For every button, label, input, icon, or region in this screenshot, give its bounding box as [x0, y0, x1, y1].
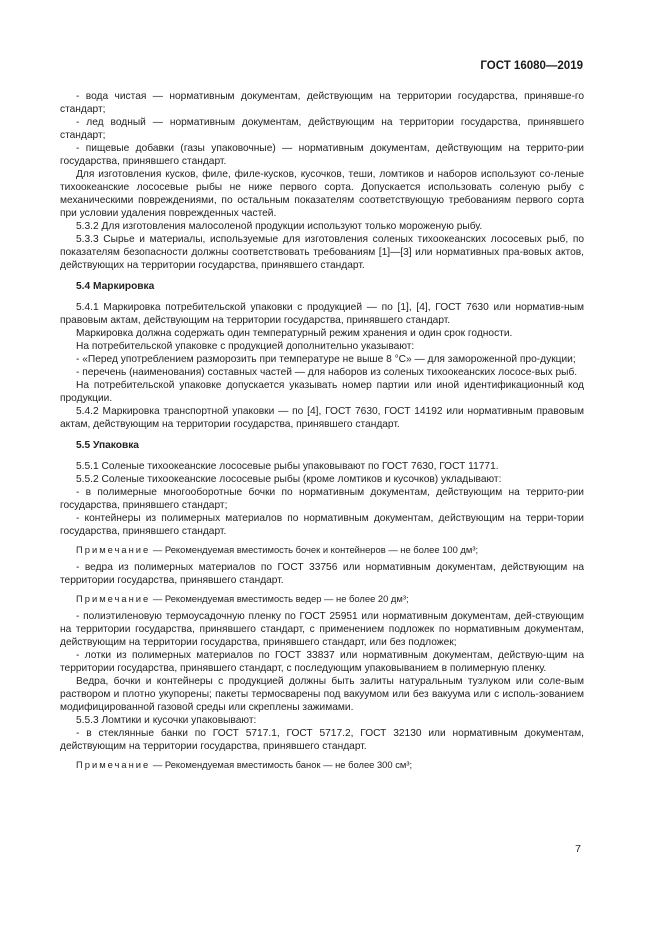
paragraph: На потребительской упаковке с продукцией дополнительно указывают:	[76, 341, 415, 352]
list-item: - полиэтиленовую термоусадочную пленку по ГОСТ 25951 или нормативным документам, дей-ствующим на территории государства, принявшего стандарт, с применением подложек по нормативным документам, действующим на территории государства, принявшего стандарт, или без подложек;	[60, 611, 584, 648]
list-item: - пищевые добавки (газы упаковочные) — нормативным документам, действующим на террито-рии государства, принявшего стандарт.	[60, 143, 584, 167]
paragraph: Маркировка должна содержать один температурный режим хранения и один срок годности.	[76, 328, 513, 339]
note-text: — Рекомендуемая вместимость бочек и контейнеров — не более 100 дм³;	[150, 544, 479, 555]
list-item: - контейнеры из полимерных материалов по нормативным документам, действующим на терри-тории государства, принявшего стандарт.	[60, 513, 584, 537]
paragraph: На потребительской упаковке допускается указывать номер партии или иной идентификационный код продукции.	[60, 380, 584, 404]
paragraph: 5.4.2 Маркировка транспортной упаковки — по [4], ГОСТ 7630, ГОСТ 14192 или нормативным правовым актам, действующим на территории государства, принявшего стандарт.	[60, 406, 584, 430]
paragraph: 5.3.2 Для изготовления малосоленой продукции используют только мороженую рыбу.	[76, 221, 483, 232]
list-item: - в стеклянные банки по ГОСТ 5717.1, ГОСТ 5717.2, ГОСТ 32130 или нормативным документам, действующим на территории государства, принявшего стандарт.	[60, 728, 584, 752]
paragraph: 5.5.3 Ломтики и кусочки упаковывают:	[76, 715, 257, 726]
list-item: - перечень (наименования) составных частей — для наборов из соленых тихоокеанских лососе-вых рыб.	[76, 367, 578, 378]
list-item: - «Перед употреблением разморозить при температуре не выше 8 °С» — для замороженной про-дукции;	[76, 354, 576, 365]
paragraph: 5.3.3 Сырье и материалы, используемые для изготовления соленых тихоокеанских лососевых рыб, по показателям безопасности должны соответствовать требованиям [1]—[3] или нормативных пра-вовых актов, действующих на территории государства, принявшего стандарт.	[60, 234, 584, 271]
list-item: - лотки из полимерных материалов по ГОСТ 33837 или нормативным документам, действую-щим на территории государства, принявшего стандарт, с последующим упаковыванием в полимерную пленку.	[60, 650, 584, 674]
paragraph: 5.5.2 Соленые тихоокеанские лососевые рыбы (кроме ломтиков и кусочков) укладывают:	[76, 474, 502, 485]
note	[60, 543, 584, 556]
section-heading-marking: 5.4 Маркировка	[76, 281, 155, 292]
note	[60, 758, 584, 771]
paragraph: Для изготовления кусков, филе, филе-кусков, кусочков, теши, ломтиков и наборов используют со-леные тихоокеанские лососевые рыбы не ниже первого сорта. Допускается использовать соленую рыбу с механическими повреждениями, по остальным показателям соответствующую требованиям первого сорта при условии удаления поврежденных частей.	[60, 169, 584, 219]
document-code: ГОСТ 16080—2019	[480, 60, 583, 72]
document-body	[60, 90, 584, 771]
note-label: Примечание	[76, 759, 151, 770]
paragraph: 5.4.1 Маркировка потребительской упаковки с продукцией — по [1], [4], ГОСТ 7630 или норматив-ным правовым актам, действующим на территории государства, принявшего стандарт.	[60, 302, 584, 326]
note-label: Примечание	[76, 544, 151, 555]
section-heading-packaging: 5.5 Упаковка	[76, 440, 139, 451]
paragraph: 5.5.1 Соленые тихоокеанские лососевые рыбы упаковывают по ГОСТ 7630, ГОСТ 11771.	[76, 461, 499, 472]
note	[60, 592, 584, 605]
list-item: - вода чистая — нормативным документам, действующим на территории государства, принявше-го стандарт;	[60, 91, 584, 115]
page-number: 7	[575, 843, 581, 855]
note-text: — Рекомендуемая вместимость ведер — не более 20 дм³;	[150, 593, 409, 604]
list-item: - ведра из полимерных материалов по ГОСТ 33756 или нормативным документам, действующим на территории государства, принявшего стандарт.	[60, 562, 584, 586]
note-label: Примечание	[76, 593, 151, 604]
note-text: — Рекомендуемая вместимость банок — не более 300 см³;	[150, 759, 413, 770]
list-item: - лед водный — нормативным документам, действующим на территории государства, принявшего стандарт;	[60, 117, 584, 141]
paragraph: Ведра, бочки и контейнеры с продукцией должны быть залиты натуральным тузлуком или соле-вым раствором и плотно укупорены; пакеты термосварены под вакуумом или без вакуума или с исполь-зованием модифицированной газовой среды или скреплены зажимами.	[60, 676, 584, 713]
list-item: - в полимерные многооборотные бочки по нормативным документам, действующим на террито-рии государства, принявшего стандарт;	[60, 487, 584, 511]
